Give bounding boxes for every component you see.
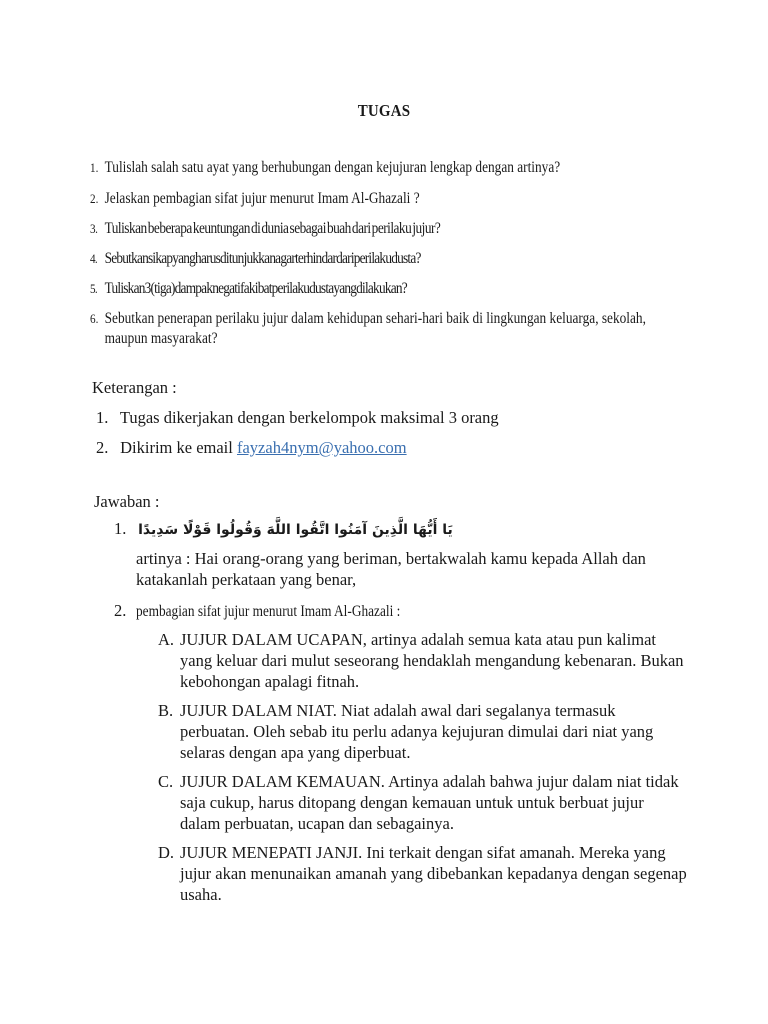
question-text: Jelaskan pembagian sifat jujur menurut Imam Al-Ghazali ? — [104, 190, 420, 207]
verse-meaning: artinya : Hai orang-orang yang beriman, bertakwalah kamu kepada Allah dan katakanlah perkataan yang benar, — [136, 549, 646, 589]
jujur-type-item — [158, 842, 688, 905]
item-text: JUJUR MENEPATI JANJI. Ini terkait dengan sifat amanah. Mereka yang jujur akan menunaikan amanah yang dibebankan kepadanya dengan segenap usaha. — [180, 843, 687, 904]
question-item — [90, 219, 689, 239]
question-text: Tuliskan beberapa keuntungan di dunia sebagai buah dari perilaku jujur? — [104, 220, 441, 237]
question-list — [90, 158, 690, 359]
answer-2 — [114, 601, 684, 622]
question-text: Tulislah salah satu ayat yang berhubungan dengan kejujuran lengkap dengan artinya? — [104, 159, 561, 176]
keterangan-text: Dikirim ke email — [120, 438, 237, 457]
question-text: Sebutkan penerapan perilaku jujur dalam kehidupan sehari-hari baik di lingkungan keluarga, sekolah, maupun masyarakat? — [104, 310, 646, 347]
question-item — [90, 279, 689, 299]
question-item — [90, 189, 689, 209]
item-letter: D. — [158, 843, 175, 862]
question-number: 2. — [90, 191, 99, 206]
answer-1-heading — [114, 518, 674, 541]
jawaban-heading: Jawaban : — [94, 492, 160, 511]
keterangan-item — [96, 438, 499, 458]
jujur-type-item — [158, 771, 688, 834]
keterangan-number: 2. — [96, 438, 109, 457]
jujur-type-item — [158, 700, 688, 763]
question-text: Sebutkan sikap yang harus ditunjukkan agar terhindar dari perilaku dusta? — [104, 250, 421, 267]
keterangan-text: Tugas dikerjakan dengan berkelompok maksimal 3 orang — [119, 408, 499, 427]
answer-2-title: pembagian sifat jujur menurut Imam Al-Ghazali : — [136, 603, 401, 620]
question-item — [90, 158, 689, 178]
answer-2-heading — [114, 601, 684, 622]
jujur-types-list — [158, 629, 688, 913]
question-text: Tuliskan 3 (tiga) dampak negatif akibat perilaku dusta yang dilakukan? — [104, 280, 407, 297]
arabic-verse: يَا أَيُّهَا الَّذِينَ آمَنُوا اتَّقُوا اللَّهَ وَقُولُوا قَوْلًا سَدِيدًا — [138, 522, 453, 538]
question-item — [90, 249, 689, 269]
question-number: 1. — [90, 160, 99, 175]
question-number: 3. — [90, 221, 98, 236]
item-text: JUJUR DALAM KEMAUAN. Artinya adalah bahwa jujur dalam niat tidak saja cukup, harus ditopang dengan kemauan untuk untuk berbuat jujur dalam perbuatan, ucapan dan sebagainya. — [180, 772, 679, 833]
keterangan-list — [96, 408, 499, 468]
item-letter: A. — [158, 630, 175, 649]
question-number: 4. — [90, 251, 97, 266]
item-text: JUJUR DALAM UCAPAN, artinya adalah semua kata atau pun kalimat yang keluar dari mulut seseorang hendaklah mengandung kebenaran. Bukan kebohongan apalagi fitnah. — [180, 630, 684, 691]
item-letter: B. — [158, 701, 174, 720]
answer-number: 2. — [114, 601, 127, 620]
item-letter: C. — [158, 772, 174, 791]
page-title: TUGAS — [357, 101, 411, 120]
jujur-type-item — [158, 629, 688, 692]
keterangan-number: 1. — [96, 408, 109, 427]
question-item — [90, 309, 655, 349]
keterangan-heading: Keterangan : — [92, 378, 177, 397]
keterangan-item — [96, 408, 499, 428]
question-number: 5. — [90, 281, 97, 296]
question-number: 6. — [90, 311, 99, 326]
answer-number: 1. — [114, 519, 127, 538]
email-link[interactable]: fayzah4nym@yahoo.com — [236, 438, 407, 457]
item-text: JUJUR DALAM NIAT. Niat adalah awal dari segalanya termasuk perbuatan. Oleh sebab itu perlu adanya kejujuran dimulai dari niat yang selaras dengan apa yang diperbuat. — [180, 701, 654, 762]
answer-1 — [114, 518, 674, 590]
